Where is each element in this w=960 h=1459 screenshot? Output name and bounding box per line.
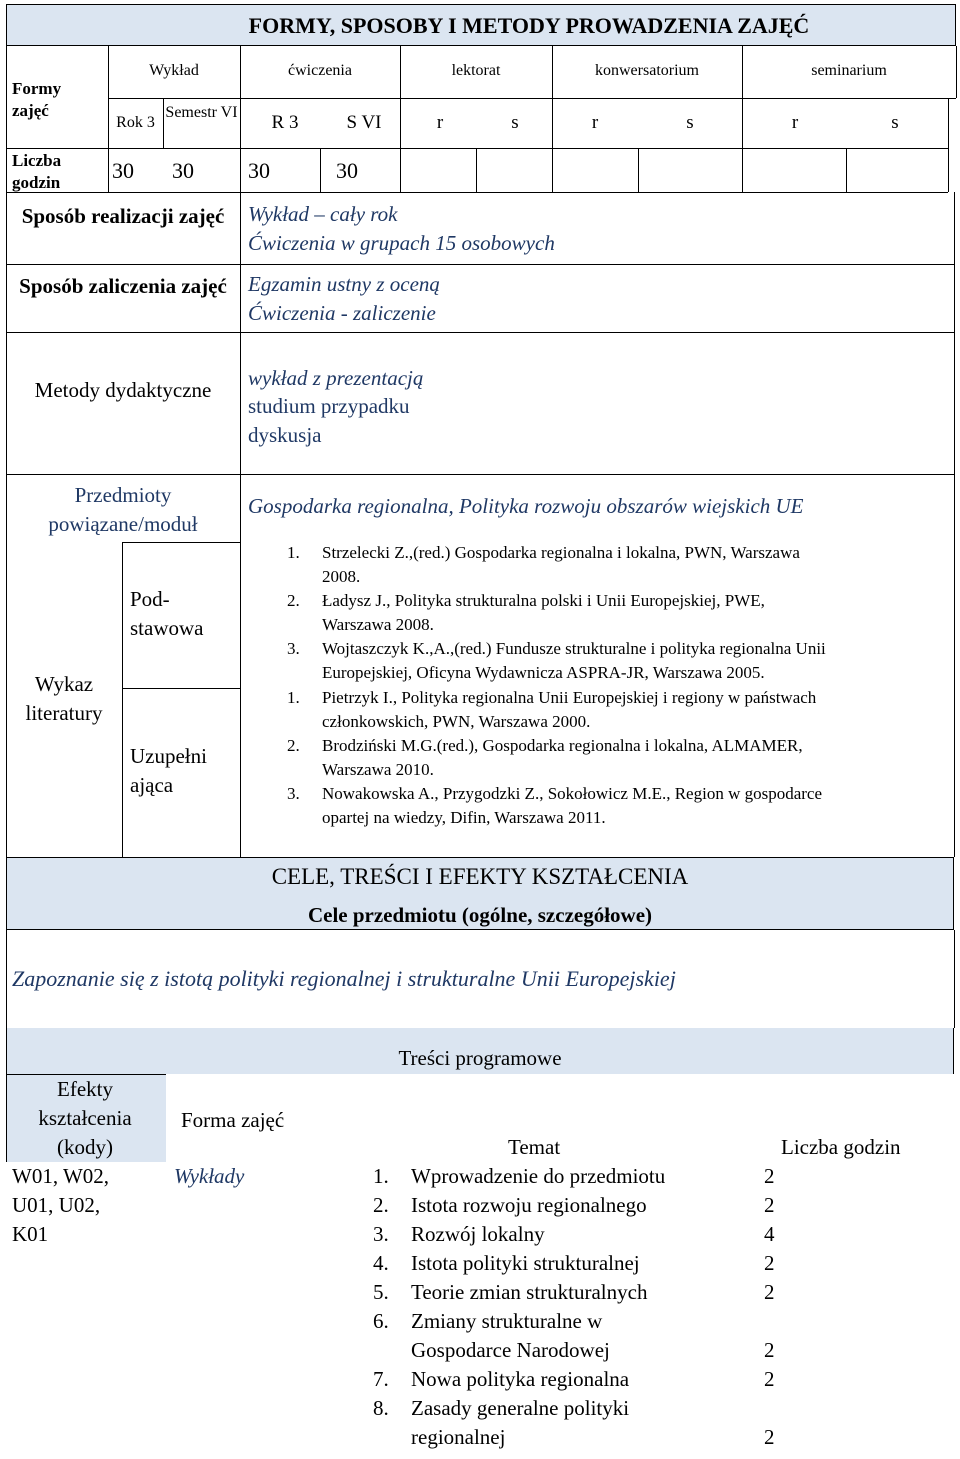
topic-7-num: 7. [373, 1367, 389, 1391]
topic-6-text-2: Gospodarce Narodowej [411, 1338, 610, 1362]
effects-line-2: U01, U02, [12, 1193, 101, 1217]
topic-8-hours: 2 [764, 1425, 775, 1449]
basic-3-line-1: Wojtaszczyk K.,A.,(red.) Fundusze strukturalne i polityka regionalna Unii [322, 639, 826, 658]
supp-1-num: 1. [287, 688, 300, 707]
goals-band-subtitle: Cele przedmiotu (ogólne, szczegółowe) [307, 903, 653, 927]
related-value: Gospodarka regionalna, Polityka rozwoju obszarów wiejskich UE [248, 494, 804, 518]
supp-2-line-2: Warszawa 2010. [322, 760, 434, 779]
realization-line-1: Wykład – cały rok [248, 202, 398, 226]
topic-4-hours: 2 [764, 1251, 775, 1275]
sub-svi: S VI [346, 112, 382, 133]
topic-6-hours: 2 [764, 1338, 775, 1362]
sub-r3: R 3 [271, 112, 299, 133]
topic-5-num: 5. [373, 1280, 389, 1304]
forms-label: Formy zajęć [12, 79, 62, 120]
hours-1: 30 [112, 158, 134, 183]
topic-8-text-1: Zasady generalne polityki [411, 1396, 630, 1420]
supp-3-line-2: opartej na wiedzy, Difin, Warszawa 2011. [322, 808, 606, 827]
supp-2-line-1: Brodziński M.G.(red.), Gospodarka regionalna i lokalna, ALMAMER, [322, 736, 803, 755]
hours-2: 30 [172, 158, 194, 183]
literature-basic-label: Pod-stawowa [130, 587, 204, 640]
basic-2-line-2: Warszawa 2008. [322, 615, 434, 634]
form-type-exercises: ćwiczenia [288, 62, 352, 79]
related-label: Przedmioty powiązane/moduł [48, 483, 198, 536]
sub-year: Rok 3 [116, 114, 155, 131]
topic-6-text-1: Zmiany strukturalne w [411, 1309, 603, 1333]
basic-1-line-2: 2008. [322, 567, 361, 586]
basic-1-line-1: Strzelecki Z.,(red.) Gospodarka regionalna i lokalna, PWN, Warszawa [322, 543, 800, 562]
basic-2-num: 2. [287, 591, 300, 610]
topic-8-num: 8. [373, 1396, 389, 1420]
realization-label: Sposób realizacji zajęć [21, 204, 225, 228]
topic-1-hours: 2 [764, 1164, 775, 1188]
topic-3-text: Rozwój lokalny [411, 1222, 545, 1246]
topic-4-num: 4. [373, 1251, 389, 1275]
sub-s-1: s [511, 112, 519, 133]
col-form: Forma zajęć [181, 1108, 285, 1132]
goals-band-title: CELE, TREŚCI I EFEKTY KSZTAŁCENIA [271, 864, 689, 889]
sub-r-3: r [791, 112, 799, 133]
methods-line-1: wykład z prezentacją [248, 366, 424, 390]
topic-1-text: Wprowadzenie do przedmiotu [411, 1164, 666, 1188]
supp-3-num: 3. [287, 784, 300, 803]
assessment-line-1: Egzamin ustny z oceną [248, 272, 440, 296]
program-title: Treści programowe [398, 1046, 562, 1070]
basic-2-line-1: Ładysz J., Polityka strukturalna polski i Unii Europejskiej, PWE, [322, 591, 765, 610]
form-type-conversatory: konwersatorium [595, 62, 699, 79]
effects-line-3: K01 [12, 1222, 49, 1246]
assessment-line-2: Ćwiczenia - zaliczenie [248, 301, 436, 325]
topic-7-hours: 2 [764, 1367, 775, 1391]
hours-4: 30 [336, 158, 358, 183]
sub-r-2: r [591, 112, 599, 133]
form-type-lecture: Wykład [149, 62, 199, 79]
supp-2-num: 2. [287, 736, 300, 755]
topic-8-text-2: regionalnej [411, 1425, 506, 1449]
topic-3-num: 3. [373, 1222, 389, 1246]
sub-semester: Semestr VI [165, 104, 238, 121]
topic-2-text: Istota rozwoju regionalnego [411, 1193, 647, 1217]
assessment-label: Sposób zaliczenia zajęć [19, 274, 227, 298]
topic-2-num: 2. [373, 1193, 389, 1217]
col-hours: Liczba godzin [781, 1135, 901, 1159]
basic-3-line-2: Europejskiej, Oficyna Wydawnicza ASPRA-JR, Warszawa 2005. [322, 663, 765, 682]
topic-3-hours: 4 [764, 1222, 775, 1246]
basic-1-num: 1. [287, 543, 300, 562]
topic-1-num: 1. [373, 1164, 389, 1188]
topic-6-num: 6. [373, 1309, 389, 1333]
topic-7-text: Nowa polityka regionalna [411, 1367, 630, 1391]
page-title: FORMY, SPOSOBY I METODY PROWADZENIA ZAJĘĆ [248, 13, 810, 38]
methods-line-2: studium przypadku [248, 394, 410, 418]
hours-3: 30 [248, 158, 270, 183]
literature-label: Wykaz literatury [25, 672, 103, 725]
col-effects: Efekty kształcenia (kody) [38, 1077, 132, 1159]
methods-label: Metody dydaktyczne [34, 378, 212, 402]
hours-label: Liczba godzin [12, 151, 62, 192]
topic-4-text: Istota polityki strukturalnej [411, 1251, 640, 1275]
methods-line-3: dyskusja [248, 423, 322, 447]
sub-s-3: s [891, 112, 899, 133]
form-type-lectorate: lektorat [451, 62, 501, 79]
form-value: Wykłady [174, 1164, 245, 1188]
supp-1-line-1: Pietrzyk I., Polityka regionalna Unii Europejskiej i regiony w państwach [322, 688, 817, 707]
realization-line-2: Ćwiczenia w grupach 15 osobowych [248, 231, 555, 255]
topic-5-hours: 2 [764, 1280, 775, 1304]
sub-s-2: s [686, 112, 694, 133]
form-type-seminar: seminarium [811, 62, 887, 79]
supp-1-line-2: członkowskich, PWN, Warszawa 2000. [322, 712, 591, 731]
goals-text: Zapoznanie się z istotą polityki regionalnej i strukturalne Unii Europejskiej [12, 966, 676, 991]
supp-3-line-1: Nowakowska A., Przygodzki Z., Sokołowicz M.E., Region w gospodarce [322, 784, 823, 803]
basic-3-num: 3. [287, 639, 300, 658]
effects-line-1: W01, W02, [12, 1164, 110, 1188]
literature-supp-label: Uzupełni ająca [130, 744, 207, 797]
topic-2-hours: 2 [764, 1193, 775, 1217]
col-topic: Temat [508, 1135, 561, 1159]
sub-r-1: r [436, 112, 444, 133]
topic-5-text: Teorie zmian strukturalnych [411, 1280, 648, 1304]
